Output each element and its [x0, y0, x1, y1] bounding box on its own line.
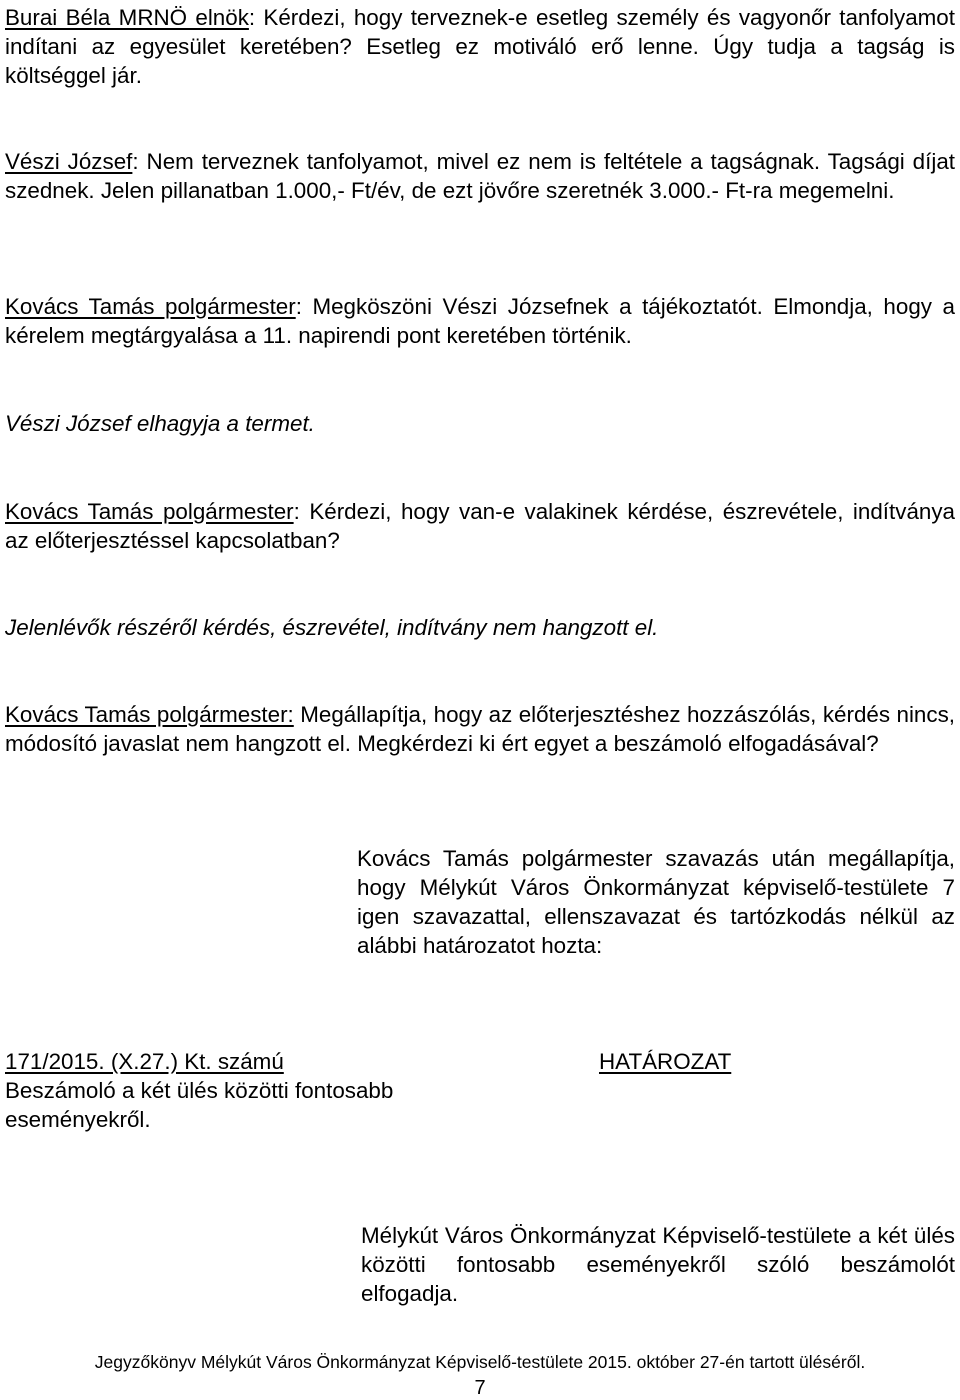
paragraph-no-questions	[5, 613, 955, 642]
paragraph-veszi-answer	[5, 147, 955, 205]
paragraph-mayor-thanks	[5, 292, 955, 350]
paragraph-burai-question	[5, 3, 955, 90]
paragraph-text: : Megköszöni Vészi Józsefnek a tájékoztatót. Elmondja, hogy a kérelem megtárgyalása a 11. napirendi pont keretében történik.	[5, 294, 955, 348]
resolution-number: 171/2015. (X.27.) Kt. számú	[5, 1049, 284, 1074]
speaker-name: Kovács Tamás polgármester:	[5, 702, 294, 727]
paragraph-text: : Kérdezi, hogy terveznek-e esetleg személy és vagyonőr tanfolyamot indítani az egyesület keretében? Esetleg ez motiváló erő lenne. Úgy tudja a tagság is költséggel jár.	[5, 5, 955, 88]
paragraph-veszi-leaves	[5, 409, 955, 438]
paragraph-text: : Kérdezi, hogy van-e valakinek kérdése, észrevétele, indítványa az előterjesztéssel kapcsolatban?	[5, 499, 955, 553]
paragraph-text: : Nem terveznek tanfolyamot, mivel ez nem is feltétele a tagságnak. Tagsági díjat szednek. Jelen pillanatban 1.000,- Ft/év, de ezt jövőre szeretnék 3.000.- Ft-ra megemelni.	[5, 149, 956, 203]
paragraph-mayor-asks	[5, 497, 955, 555]
speaker-name: Kovács Tamás polgármester	[5, 294, 296, 319]
resolution-header	[5, 1047, 475, 1134]
resolution-title: HATÁROZAT	[599, 1049, 732, 1074]
resolution-decision: Mélykút Város Önkormányzat Képviselő-testülete a két ülés közötti fontosabb eseményekről szóló beszámolót elfogadja.	[361, 1223, 955, 1306]
paragraph-mayor-concludes	[5, 700, 955, 758]
paragraph-text: Jelenlévők részéről kérdés, észrevétel, indítvány nem hangzott el.	[5, 615, 659, 640]
speaker-name: Burai Béla MRNÖ elnök	[5, 5, 249, 30]
page-footer: Jegyzőkönyv Mélykút Város Önkormányzat Képviselő-testülete 2015. október 27-én tartott üléséről.	[94, 1352, 866, 1372]
resolution-subject: Beszámoló a két ülés közötti fontosabb eseményekről.	[5, 1078, 394, 1132]
speaker-name: Kovács Tamás polgármester	[5, 499, 294, 524]
paragraph-text: Megállapítja, hogy az előterjesztéshez hozzászólás, kérdés nincs, módosító javaslat nem hangzott el. Megkérdezi ki ért egyet a beszámoló elfogadásával?	[5, 702, 955, 756]
speaker-name: Vészi József	[5, 149, 133, 174]
paragraph-text: Vészi József elhagyja a termet.	[5, 411, 315, 436]
page-number: 7	[474, 1377, 486, 1399]
vote-statement: Kovács Tamás polgármester szavazás után megállapítja, hogy Mélykút Város Önkormányzat képviselő-testülete 7 igen szavazattal, ellenszavazat és tartózkodás nélkül az alábbi határozatot hozta:	[357, 846, 955, 958]
